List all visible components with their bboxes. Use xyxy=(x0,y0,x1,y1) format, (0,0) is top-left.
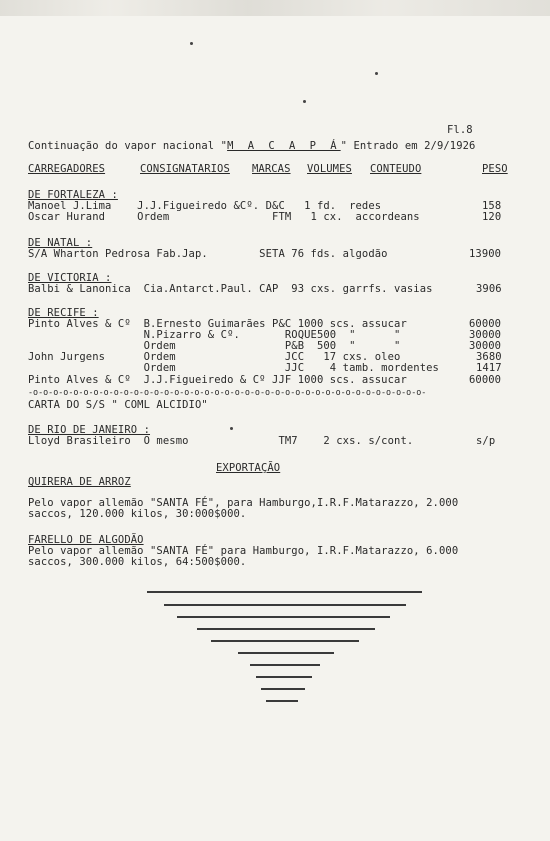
heading-rest: " Entrado em 2/9/1926 xyxy=(340,140,476,152)
section-title-recife: DE RECIFE : xyxy=(28,307,99,319)
exportacao-title: EXPORTAÇÃO xyxy=(216,462,281,474)
closing-rule xyxy=(177,616,390,618)
row-line: John Jurgens Ordem JCC 17 cxs. oleo xyxy=(28,351,401,363)
speck xyxy=(190,42,193,45)
col-consignatarios: CONSIGNATARIOS xyxy=(140,163,230,175)
closing-rule xyxy=(211,640,359,642)
row-line: Balbi & Lanonica Cia.Antarct.Paul. CAP 93 cxs. garrfs. vasias xyxy=(28,283,433,295)
row-line: Lloyd Brasileiro O mesmo TM7 2 cxs. s/cont. xyxy=(28,435,414,447)
section-title-victoria: DE VICTORIA : xyxy=(28,272,112,284)
closing-rule xyxy=(261,688,305,690)
section-title-fortaleza: DE FORTALEZA : xyxy=(28,189,118,201)
closing-rule xyxy=(250,664,320,666)
row-line: Ordem JJC 4 tamb. mordentes xyxy=(28,362,439,374)
closing-rule xyxy=(238,652,334,654)
row-peso: 30000 xyxy=(469,329,502,341)
row-line: Ordem P&B 500 " " xyxy=(28,340,401,352)
col-carregadores: CARREGADORES xyxy=(28,163,106,175)
farello-line: saccos, 300.000 kilos, 64:500$000. xyxy=(28,556,247,568)
closing-rule xyxy=(266,700,298,702)
scan-edge xyxy=(0,0,550,16)
quirera-line: Pelo vapor allemão "SANTA FÉ", para Hamburgo,I.R.F.Matarazzo, 2.000 xyxy=(28,497,459,509)
closing-rule xyxy=(256,676,312,678)
heading-line xyxy=(28,140,475,152)
row-peso: 3680 xyxy=(476,351,502,363)
closing-rule xyxy=(164,604,406,606)
section-title-natal: DE NATAL : xyxy=(28,237,93,249)
row-line: Oscar Hurand Ordem FTM 1 cx. accordeans xyxy=(28,211,420,223)
row-peso: 13900 xyxy=(469,248,502,260)
row-line: Pinto Alves & Cº J.J.Figueiredo & Cº JJF 1000 scs. assucar xyxy=(28,374,407,386)
section-title-rio: DE RIO DE JANEIRO : xyxy=(28,424,151,436)
row-line: N.Pizarro & Cº. ROQUE500 " " xyxy=(28,329,401,341)
quirera-line: saccos, 120.000 kilos, 30:000$000. xyxy=(28,508,247,520)
speck xyxy=(303,100,306,103)
row-peso: 3906 xyxy=(476,283,502,295)
row-peso: s/p xyxy=(476,435,496,447)
closing-rule xyxy=(197,628,375,630)
row-peso: 60000 xyxy=(469,318,502,330)
heading-text: Continuação do vapor nacional " xyxy=(28,140,228,152)
farello-title: FARELLO DE ALGODÃO xyxy=(28,534,144,546)
row-line: S/A Wharton Pedrosa Fab.Jap. SETA 76 fds. algodão xyxy=(28,248,388,260)
speck xyxy=(230,427,233,430)
row-peso: 60000 xyxy=(469,374,502,386)
farello-line: Pelo vapor allemão "SANTA FÉ" para Hamburgo, I.R.F.Matarazzo, 6.000 xyxy=(28,545,459,557)
page-number: Fl.8 xyxy=(447,124,473,136)
col-volumes: VOLUMES xyxy=(307,163,352,175)
closing-rule xyxy=(147,591,422,593)
row-peso: 30000 xyxy=(469,340,502,352)
row-peso: 120 xyxy=(482,211,502,223)
ship-name: M A C A P Á xyxy=(227,140,341,152)
row-line: Manoel J.Lima J.J.Figueiredo &Cº. D&C 1 fd. redes xyxy=(28,200,382,212)
speck xyxy=(375,72,378,75)
row-peso: 1417 xyxy=(476,362,502,374)
quirera-title: QUIRERA DE ARROZ xyxy=(28,476,131,488)
row-line: Pinto Alves & Cº B.Ernesto Guimarães P&C 1000 scs. assucar xyxy=(28,318,407,330)
col-conteudo: CONTEUDO xyxy=(370,163,422,175)
col-marcas: MARCAS xyxy=(252,163,291,175)
col-peso: PESO xyxy=(482,163,508,175)
divider-line: -o-o-o-o-o-o-o-o-o-o-o-o-o-o-o-o-o-o-o-o-o-o-o-o-o-o-o-o-o-o-o-o-o-o-o-o-o-o-o- xyxy=(28,387,427,397)
row-peso: 158 xyxy=(482,200,502,212)
carta-line: CARTA DO S/S " COML ALCIDIO" xyxy=(28,399,208,411)
